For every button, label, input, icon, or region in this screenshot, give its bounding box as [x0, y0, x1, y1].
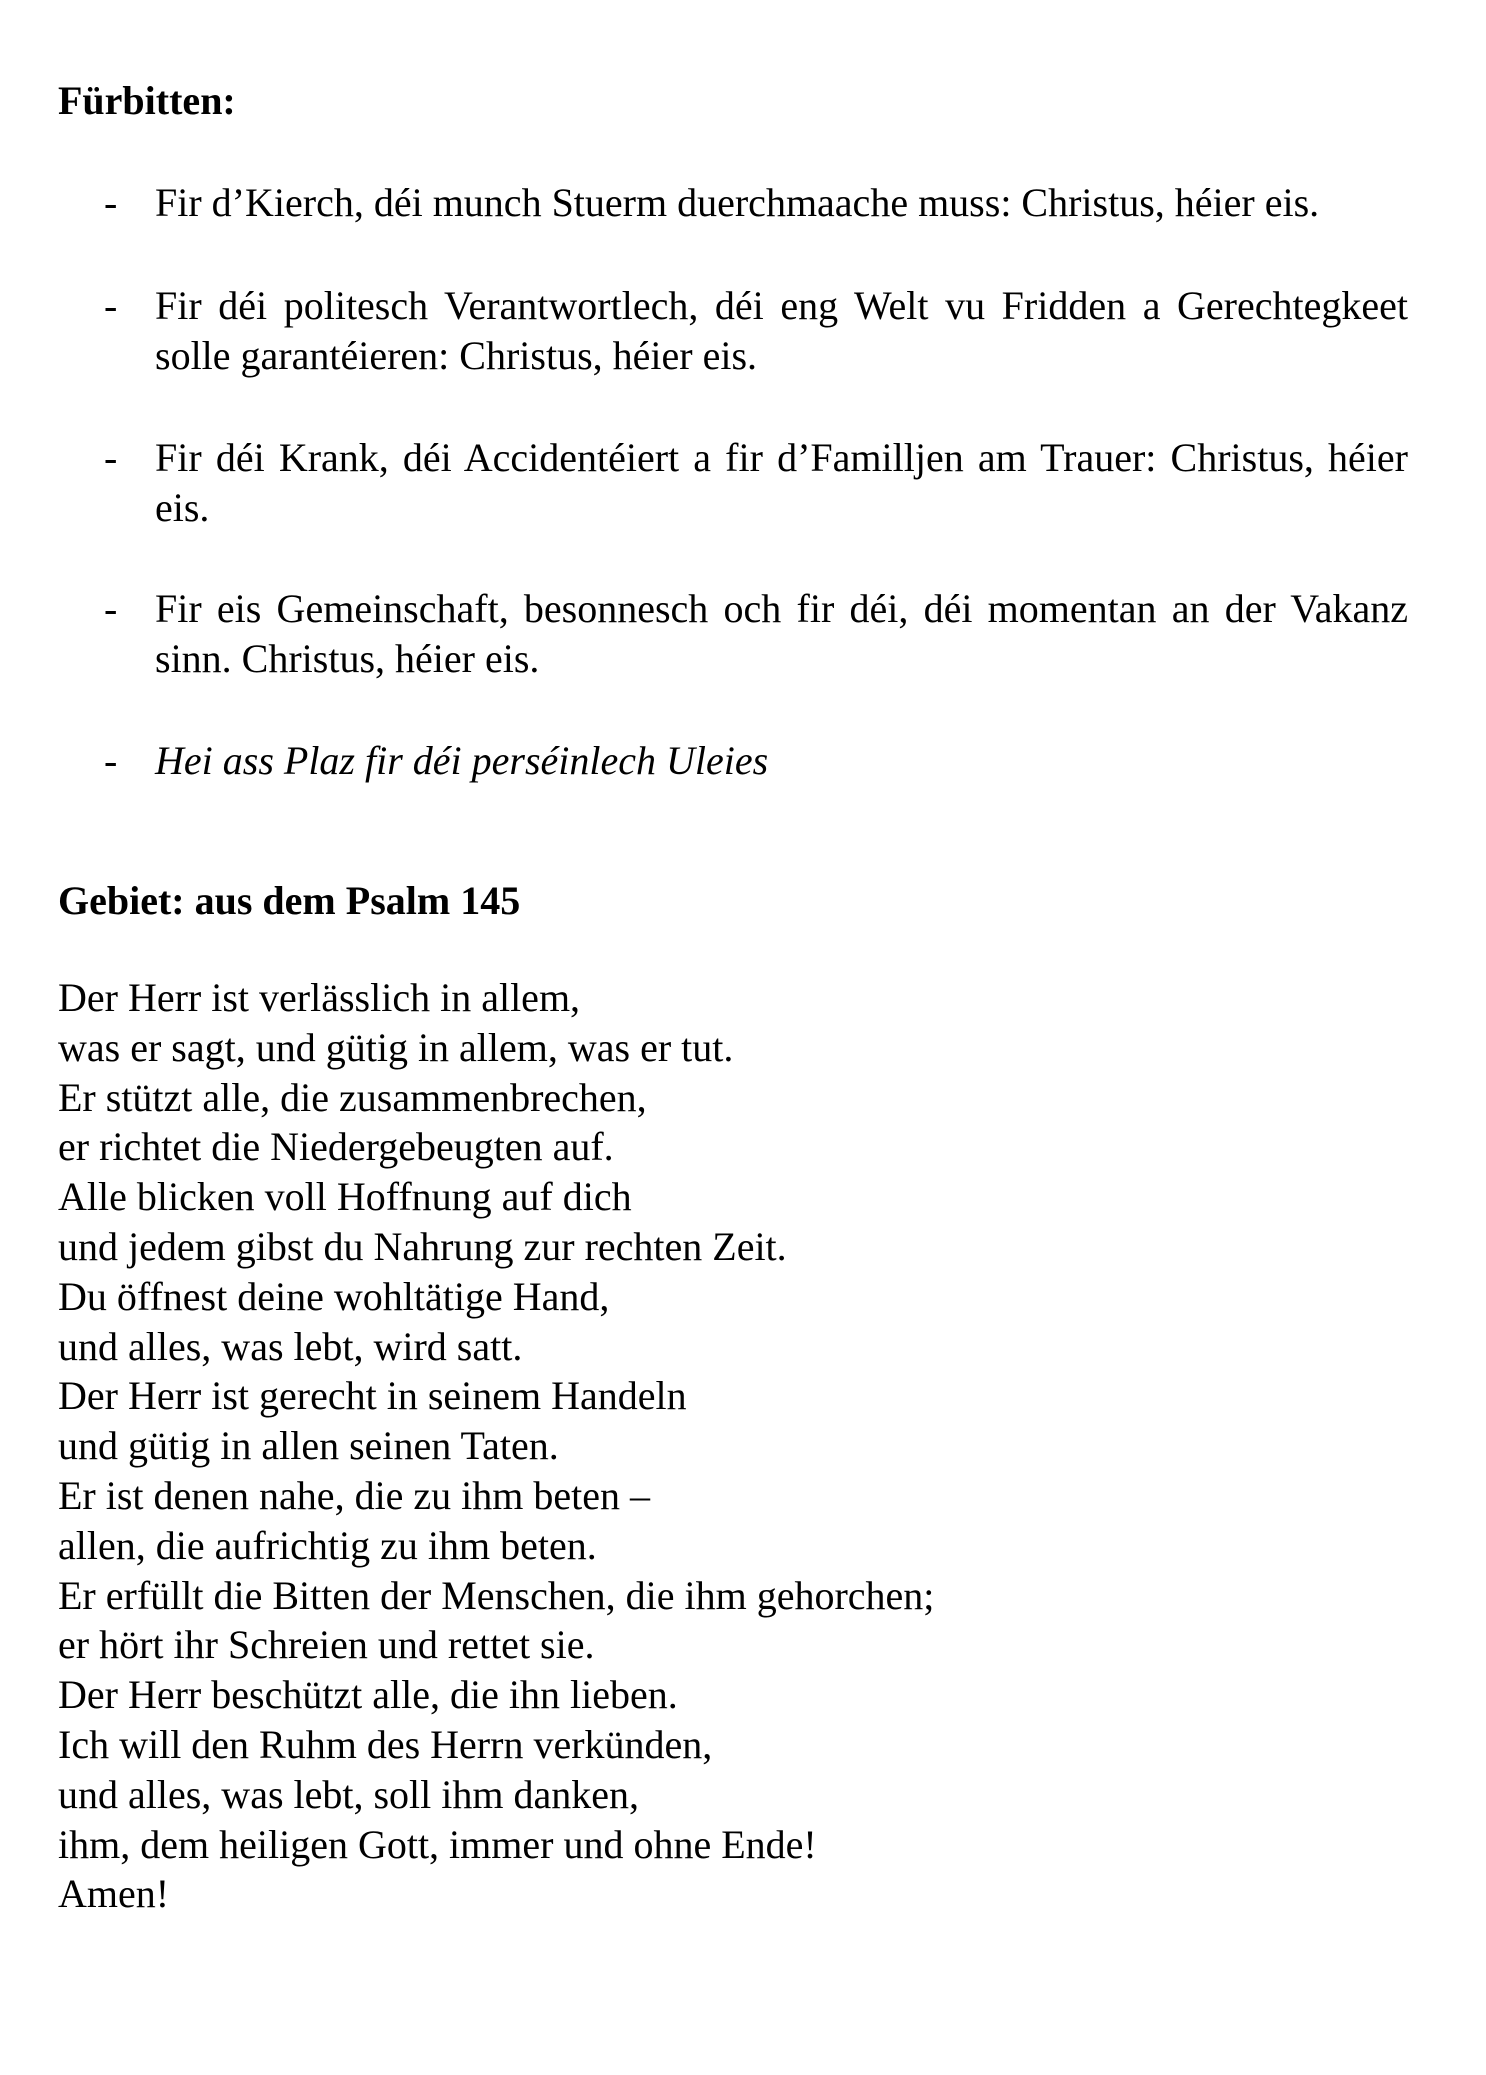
petition-text: Fir eis Gemeinschaft, besonnesch och fir déi, déi momentan an der Vakanz sinn. Christus, héier eis. [155, 586, 1408, 681]
psalm-line: und jedem gibst du Nahrung zur rechten Zeit. [58, 1223, 787, 1269]
psalm-line: Der Herr ist gerecht in seinem Handeln [58, 1373, 687, 1419]
psalm-line: und gütig in allen seinen Taten. [58, 1423, 559, 1469]
psalm-line: und alles, was lebt, soll ihm danken, [58, 1771, 640, 1817]
psalm-line: Er ist denen nahe, die zu ihm beten – [58, 1472, 651, 1518]
bullet-dash: - [104, 435, 118, 480]
psalm-line: Er erfüllt die Bitten der Menschen, die ihm gehorchen; [58, 1572, 935, 1618]
list-item [104, 736, 1408, 786]
list-item [104, 281, 1408, 381]
section-heading-fuerbitten: Fürbitten: [58, 78, 236, 123]
bullet-dash: - [104, 738, 118, 783]
list-item [104, 584, 1408, 684]
list-item [104, 433, 1408, 533]
bullet-dash: - [104, 586, 118, 631]
psalm-line: Er stützt alle, die zusammenbrechen, [58, 1074, 647, 1120]
list-item [104, 178, 1408, 228]
psalm-line: er richtet die Niedergebeugten auf. [58, 1124, 614, 1170]
section-heading-gebiet: Gebiet: aus dem Psalm 145 [58, 878, 521, 923]
psalm-line: Alle blicken voll Hoffnung auf dich [58, 1174, 632, 1220]
bullet-dash: - [104, 283, 118, 328]
psalm-line: Ich will den Ruhm des Herrn verkünden, [58, 1721, 713, 1767]
psalm-line: was er sagt, und gütig in allem, was er tut. [58, 1024, 734, 1070]
psalm-line: Der Herr beschützt alle, die ihn lieben. [58, 1672, 678, 1718]
petition-text: Fir déi Krank, déi Accidentéiert a fir d’Familljen am Trauer: Christus, héier eis. [155, 435, 1408, 530]
psalm-line: Der Herr ist verlässlich in allem, [58, 975, 581, 1020]
psalm-line: und alles, was lebt, wird satt. [58, 1323, 523, 1369]
petition-text: Fir déi politesch Verantwortlech, déi eng Welt vu Fridden a Gerechtegkeet solle garantéieren: Christus, héier eis. [155, 283, 1408, 378]
psalm-line: ihm, dem heiligen Gott, immer und ohne Ende! [58, 1821, 817, 1867]
bullet-dash: - [104, 180, 118, 225]
petition-text-personal-intentions: Hei ass Plaz fir déi perséinlech Uleies [155, 738, 769, 783]
petition-text: Fir d’Kierch, déi munch Stuerm duerchmaache muss: Christus, héier eis. [155, 180, 1320, 225]
psalm-line: allen, die aufrichtig zu ihm beten. [58, 1522, 597, 1568]
psalm-line: Du öffnest deine wohltätige Hand, [58, 1273, 610, 1319]
psalm-line: er hört ihr Schreien und rettet sie. [58, 1622, 595, 1668]
psalm-line-amen: Amen! [58, 1871, 170, 1917]
psalm-prayer-text [58, 973, 934, 1919]
